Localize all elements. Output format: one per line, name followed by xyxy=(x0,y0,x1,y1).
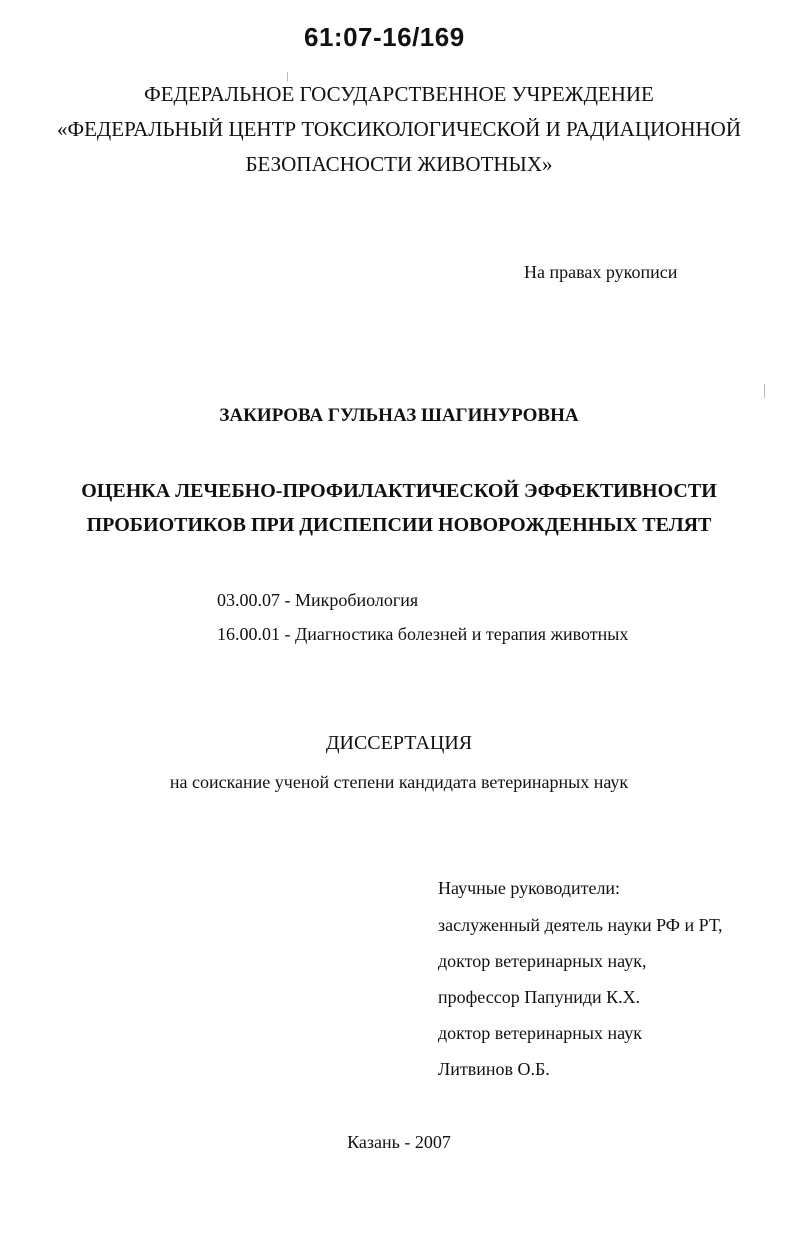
scan-mark xyxy=(287,72,288,82)
advisor-line: заслуженный деятель науки РФ и РТ, xyxy=(438,915,723,935)
institution-line-2: «ФЕДЕРАЛЬНЫЙ ЦЕНТР ТОКСИКОЛОГИЧЕСКОЙ И РАДИАЦИОННОЙ xyxy=(57,117,741,141)
specialty-1: 03.00.07 - Микробиология xyxy=(217,590,419,610)
document-code: 61:07-16/169 xyxy=(304,22,465,52)
degree-line: на соискание ученой степени кандидата ветеринарных наук xyxy=(169,772,629,792)
institution-line-1: ФЕДЕРАЛЬНОЕ ГОСУДАРСТВЕННОЕ УЧРЕЖДЕНИЕ xyxy=(144,82,654,106)
city-year: Казань - 2007 xyxy=(347,1132,451,1152)
title-line-1: ОЦЕНКА ЛЕЧЕБНО-ПРОФИЛАКТИЧЕСКОЙ ЭФФЕКТИВНОСТИ xyxy=(81,480,717,502)
advisor-line: доктор ветеринарных наук xyxy=(438,1023,642,1043)
advisor-line: доктор ветеринарных наук, xyxy=(438,951,647,971)
advisors-heading: Научные руководители: xyxy=(438,878,621,898)
scan-mark xyxy=(764,384,765,398)
institution-line-3: БЕЗОПАСНОСТИ ЖИВОТНЫХ» xyxy=(245,152,553,176)
advisor-line: Литвинов О.Б. xyxy=(438,1059,550,1079)
title-line-2: ПРОБИОТИКОВ ПРИ ДИСПЕПСИИ НОВОРОЖДЕННЫХ ТЕЛЯТ xyxy=(86,514,712,536)
specialty-2: 16.00.01 - Диагностика болезней и терапия животных xyxy=(217,624,629,644)
document-type: ДИССЕРТАЦИЯ xyxy=(325,732,473,754)
author-name: ЗАКИРОВА ГУЛЬНАЗ ШАГИНУРОВНА xyxy=(219,405,579,426)
advisor-line: профессор Папуниди К.Х. xyxy=(438,987,641,1007)
manuscript-note: На правах рукописи xyxy=(524,262,678,282)
